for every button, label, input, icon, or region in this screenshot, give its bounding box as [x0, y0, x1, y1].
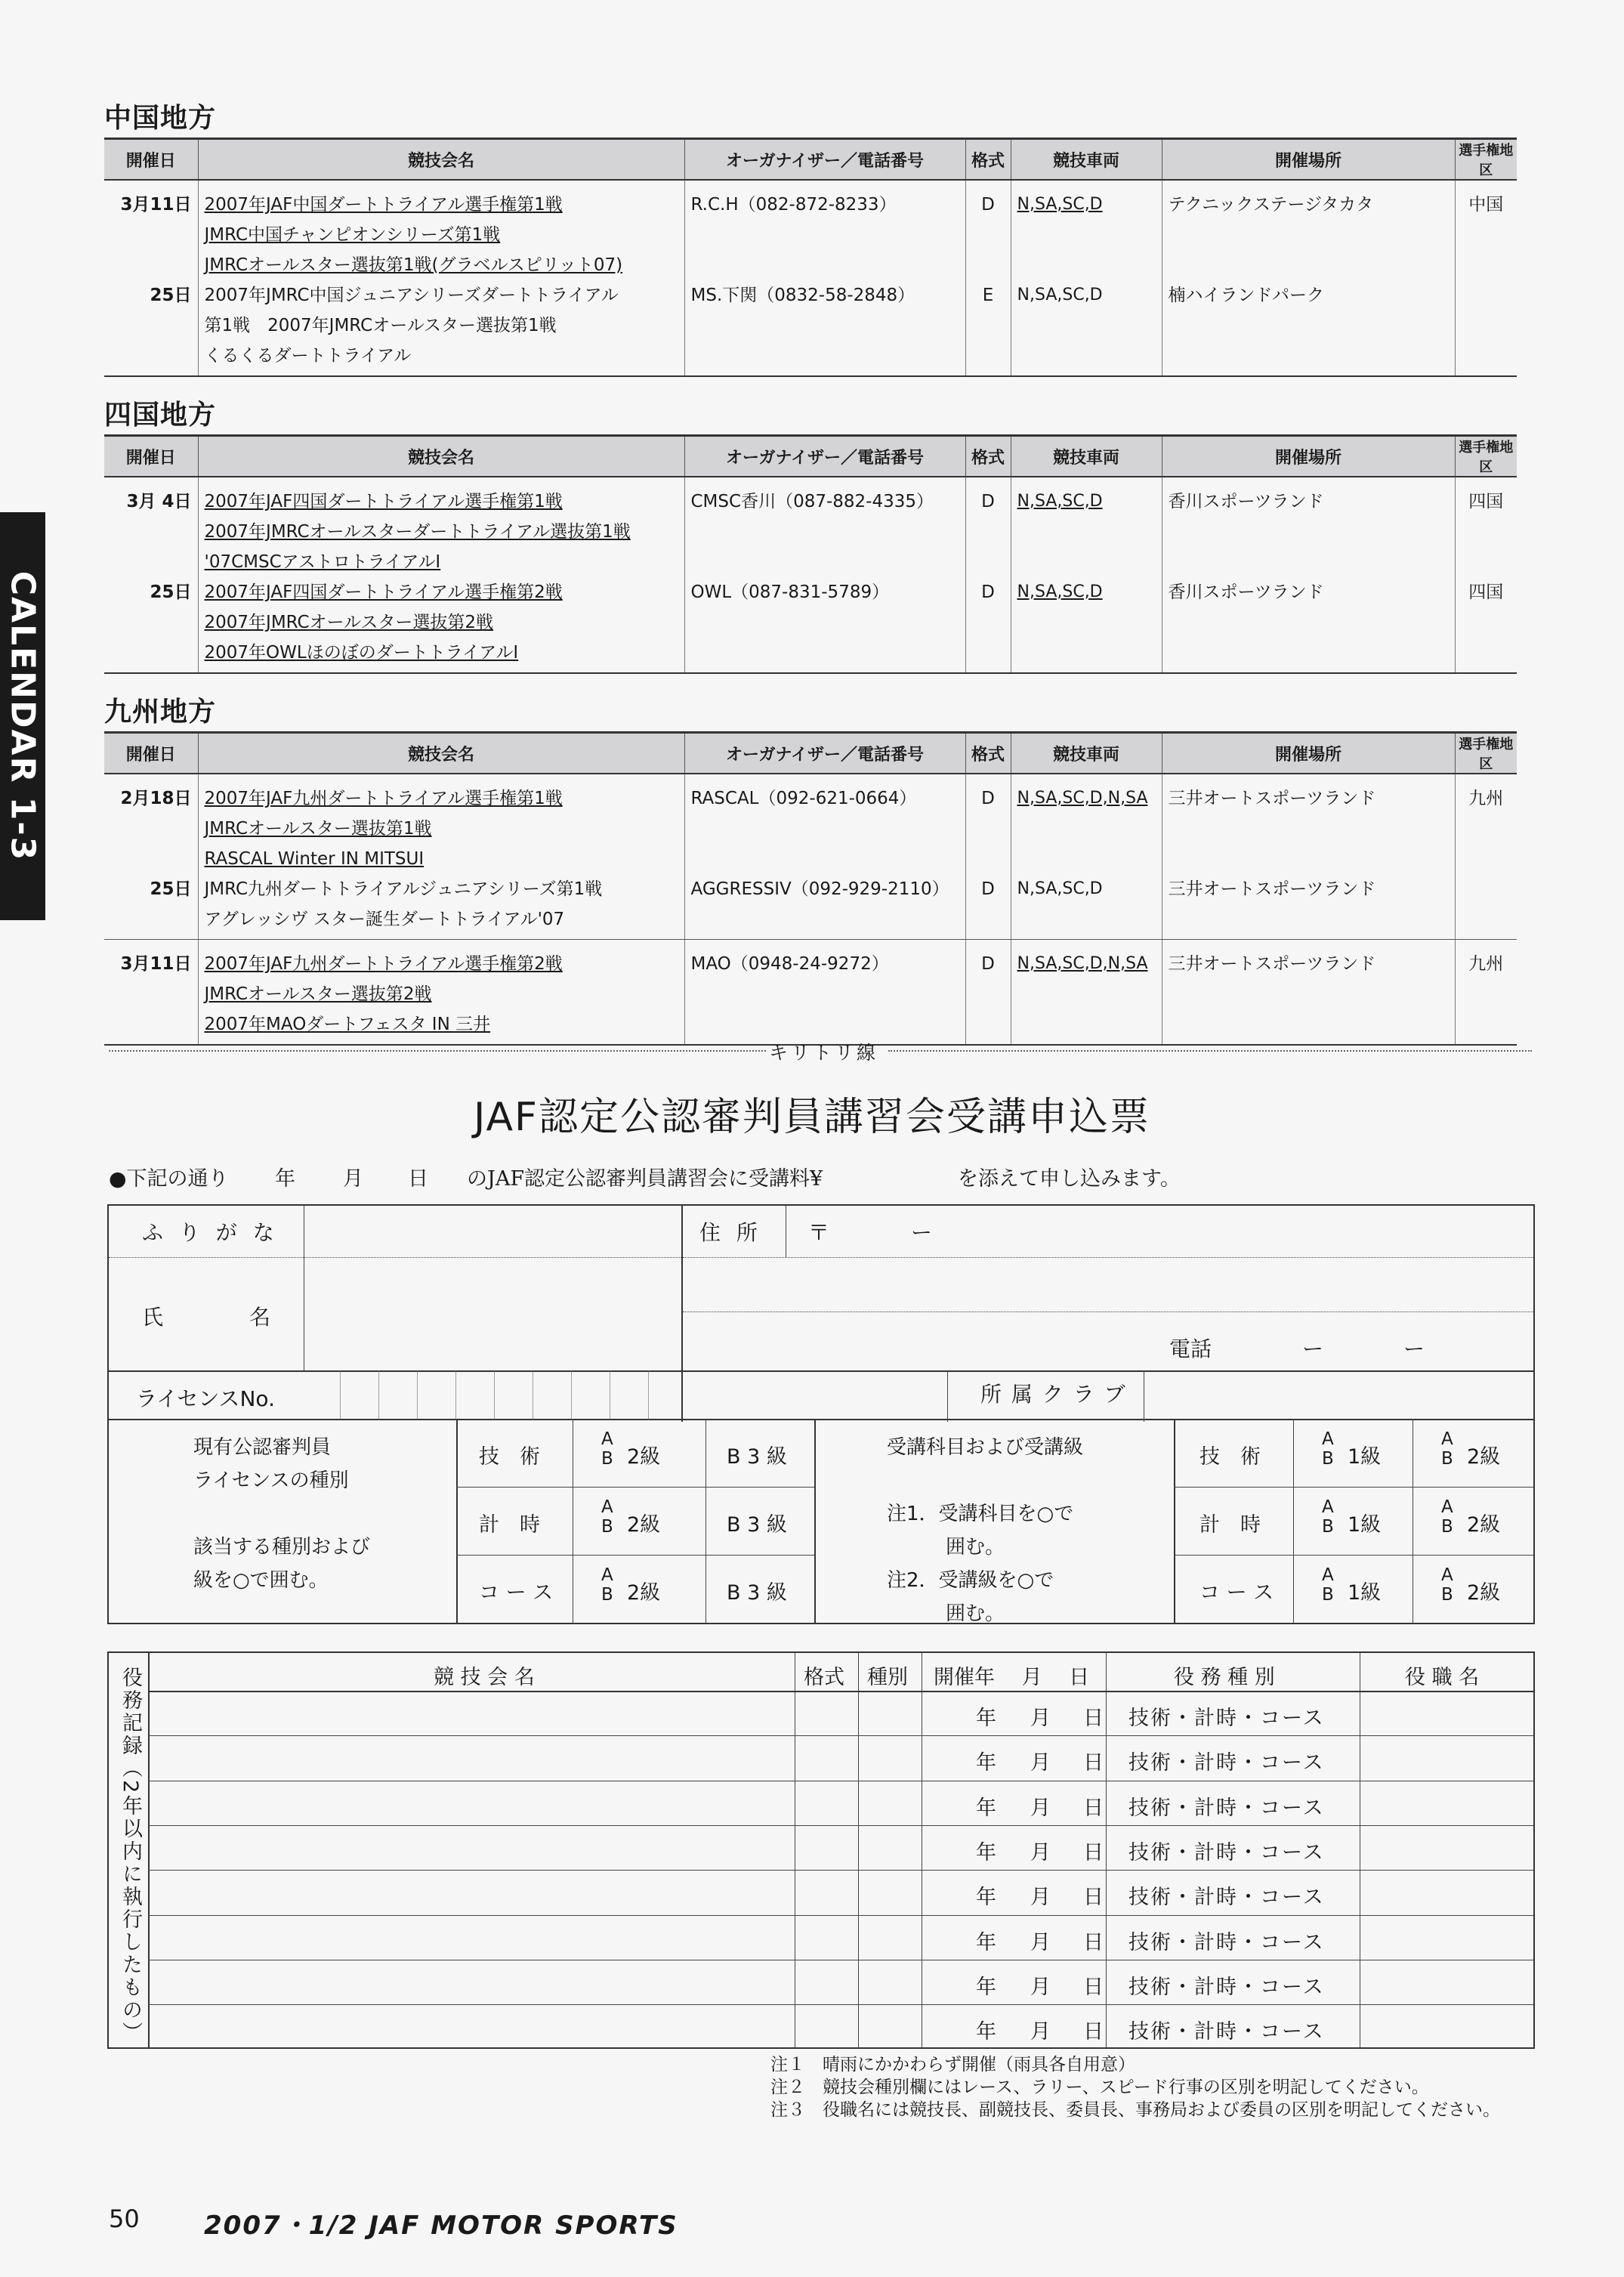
cut-line-left [109, 1050, 766, 1052]
event-name: JMRCオールスター選抜第2戦 [204, 984, 432, 1004]
section-tab [0, 512, 45, 920]
cell-names [198, 180, 684, 376]
cell-vehicles [1011, 774, 1162, 940]
cell-district [1455, 774, 1517, 940]
license-type-label: 技 術 [479, 1445, 540, 1469]
column-header: 選手権地区 [1455, 139, 1517, 181]
cell-format [965, 477, 1011, 673]
event-date: 3月 4日 [126, 492, 192, 511]
record-day: 日 [1083, 1975, 1104, 1999]
event-date: 2月18日 [120, 789, 192, 808]
record-day: 日 [1083, 1796, 1104, 1820]
column-header: オーガナイザー／電話番号 [684, 139, 965, 181]
record-month: 月 [1030, 1886, 1051, 1910]
record-year: 年 [976, 1796, 996, 1820]
cell-format [965, 940, 1011, 1046]
column-header: オーガナイザー／電話番号 [684, 733, 965, 774]
event-format: D [981, 582, 995, 602]
cell-organizer [684, 477, 965, 673]
cell-organizer [684, 940, 965, 1046]
cell-venue [1162, 477, 1455, 673]
cell-venue [1162, 940, 1455, 1046]
event-venue: 三井オートスポーツランド [1168, 954, 1376, 974]
event-organizer: MS.下関（0832-58-2848） [690, 286, 915, 305]
event-format: D [981, 879, 995, 899]
region-title: 九州地方 [104, 697, 217, 728]
record-header: 種別 [867, 1666, 908, 1689]
record-year: 年 [976, 1975, 996, 1999]
license-desc-line: 現有公認審判員 [193, 1436, 332, 1459]
record-header: 役 職 名 [1405, 1666, 1480, 1689]
column-header: オーガナイザー／電話番号 [684, 436, 965, 477]
address-label: 住 所 [699, 1220, 762, 1245]
event-organizer: MAO（0948-24-9272） [690, 954, 889, 974]
course-type-label: 計 時 [1199, 1513, 1261, 1537]
intro-month: 月 [343, 1167, 363, 1191]
event-group-row [104, 477, 1517, 673]
name-label-1: 氏 [142, 1305, 164, 1330]
event-name: くるくるダートトライアル [204, 346, 412, 366]
cell-organizer [684, 180, 965, 376]
event-name: 2007年JAF中国ダートトライアル選手権第1戦 [204, 195, 563, 215]
cell-date [104, 940, 198, 1046]
record-role: 技術・計時・コース [1128, 1975, 1325, 1999]
cell-names [198, 477, 684, 673]
note-2: 注２ 競技会種別欄にはレース、ラリー、スピード行事の区別を明記してください。 [770, 2078, 1429, 2097]
cell-date [104, 774, 198, 940]
record-year: 年 [976, 1751, 996, 1775]
record-year: 年 [976, 1930, 996, 1954]
event-group-row [104, 774, 1517, 940]
club-label: 所 属 ク ラ ブ [980, 1382, 1127, 1407]
event-date: 25日 [150, 286, 192, 305]
record-role: 技術・計時・コース [1128, 1886, 1325, 1910]
event-vehicles: N,SA,SC,D,N,SA [1017, 789, 1148, 808]
event-name: JMRCオールスター選抜第1戦(グラベルスピリット07) [204, 255, 623, 275]
course-desc-line: 注2．受講級を○で [887, 1569, 1054, 1592]
event-format: D [981, 789, 995, 808]
course-desc-line: 囲む。 [887, 1536, 1005, 1559]
grade-2: 2級 [627, 1581, 661, 1605]
ab-choice: A B [1322, 1565, 1334, 1605]
record-day: 日 [1083, 1751, 1104, 1775]
record-day: 日 [1083, 1707, 1104, 1730]
event-name: 2007年JAF九州ダートトライアル選手権第2戦 [204, 954, 563, 974]
grade-2: 2級 [627, 1445, 661, 1469]
record-year: 年 [976, 1707, 996, 1730]
license-desc-line: 級を○で囲む。 [193, 1569, 329, 1592]
ab-choice: A B [601, 1429, 613, 1469]
cell-vehicles [1011, 477, 1162, 673]
event-format: E [982, 286, 994, 305]
postal-dash: ー [911, 1220, 933, 1245]
record-table [107, 1651, 1535, 2049]
record-month: 月 [1030, 1707, 1051, 1730]
ab-choice: A B [1441, 1497, 1453, 1537]
section-tab-label: CALENDAR 1-3 [3, 570, 42, 862]
event-name: '07CMSCアストロトライアルⅠ [204, 552, 441, 572]
event-format: D [981, 492, 995, 511]
event-vehicles: N,SA,SC,D [1017, 286, 1103, 304]
cell-vehicles [1011, 180, 1162, 376]
event-name: JMRC中国チャンピオンシリーズ第1戦 [204, 225, 501, 245]
record-day: 日 [1083, 1930, 1104, 1954]
region-title: 四国地方 [104, 400, 217, 431]
column-header: 競技車両 [1011, 733, 1162, 774]
license-no-label: ライセンスNo. [136, 1386, 275, 1411]
event-vehicles: N,SA,SC,D [1017, 879, 1103, 898]
intro-day: 日 [408, 1167, 428, 1191]
form-title: JAF認定公認審判員講習会受講申込票 [474, 1095, 1150, 1140]
record-day: 日 [1083, 1886, 1104, 1910]
grade-2: 2級 [1467, 1445, 1501, 1469]
event-venue: 三井オートスポーツランド [1168, 789, 1376, 808]
record-month: 月 [1030, 1840, 1051, 1865]
note-1: 注１ 晴雨にかかわらず開催（雨具各自用意） [770, 2055, 1135, 2075]
event-organizer: R.C.H（082-872-8233） [690, 195, 897, 215]
column-header: 開催日 [104, 139, 198, 181]
record-month: 月 [1030, 1975, 1051, 1999]
column-header: 格式 [965, 139, 1011, 181]
grade-1: 1級 [1348, 1581, 1382, 1605]
grade-1: 1級 [1348, 1513, 1382, 1537]
cell-venue [1162, 774, 1455, 940]
event-name: 2007年JAF九州ダートトライアル選手権第1戦 [204, 789, 563, 808]
record-header: 格式 [804, 1666, 844, 1689]
event-district: 九州 [1468, 954, 1504, 974]
column-header: 選手権地区 [1455, 733, 1517, 774]
record-month: 月 [1030, 1930, 1051, 1954]
record-header: 競 技 会 名 [434, 1666, 535, 1689]
event-format: D [981, 195, 995, 215]
event-name: 2007年OWLほのぼのダートトライアルⅠ [204, 643, 519, 663]
event-vehicles: N,SA,SC,D [1017, 492, 1103, 511]
event-district: 九州 [1468, 789, 1504, 808]
column-header: 競技会名 [198, 139, 684, 181]
cut-line-right [888, 1050, 1532, 1052]
course-type-label: 技 術 [1199, 1445, 1261, 1469]
name-label-2: 名 [249, 1305, 271, 1330]
event-organizer: CMSC香川（087-882-4335） [690, 492, 934, 511]
event-name: アグレッシヴ スター誕生ダートトライアル'07 [204, 910, 565, 929]
ab-choice: A B [1322, 1497, 1334, 1537]
column-header: 競技会名 [198, 436, 684, 477]
column-header: 競技車両 [1011, 139, 1162, 181]
column-header: 選手権地区 [1455, 436, 1517, 477]
cell-names [198, 774, 684, 940]
event-date: 25日 [150, 582, 192, 602]
grade-b3: B 3 級 [727, 1513, 787, 1537]
record-month: 月 [1030, 1751, 1051, 1775]
furigana-label: ふ り が な [142, 1220, 279, 1245]
grade-2: 2級 [1467, 1581, 1501, 1605]
phone-dash-1: ー [1302, 1336, 1324, 1361]
course-desc-line: 囲む。 [887, 1602, 1005, 1625]
event-name: 2007年JAF四国ダートトライアル選手権第2戦 [204, 582, 563, 602]
event-table [104, 434, 1517, 674]
event-group-row [104, 180, 1517, 376]
event-name: JMRCオールスター選抜第1戦 [204, 819, 432, 839]
license-type-label: コ ー ス [479, 1581, 554, 1605]
cell-district [1455, 477, 1517, 673]
record-label: 役務記録（2年以内に執行したもの） [119, 1667, 142, 2045]
event-venue: 楠ハイランドパーク [1168, 286, 1325, 305]
column-header: 開催場所 [1162, 733, 1455, 774]
grade-b3: B 3 級 [727, 1581, 787, 1605]
event-name: RASCAL Winter IN MITSUI [204, 849, 425, 869]
ab-choice: A B [1441, 1565, 1453, 1605]
license-desc-line: 該当する種別および [193, 1536, 371, 1559]
event-organizer: RASCAL（092-621-0664） [690, 789, 917, 808]
event-vehicles: N,SA,SC,D [1017, 582, 1103, 601]
column-header: 競技車両 [1011, 436, 1162, 477]
cell-format [965, 180, 1011, 376]
cell-district [1455, 180, 1517, 376]
record-role: 技術・計時・コース [1128, 1796, 1325, 1820]
event-table [104, 137, 1517, 377]
record-month: 月 [1030, 2020, 1051, 2044]
record-header: 開催年 月 日 [934, 1666, 1090, 1689]
event-venue: 三井オートスポーツランド [1168, 879, 1376, 899]
page-number: 50 [109, 2204, 140, 2233]
phone-label: 電話 [1169, 1336, 1212, 1361]
grade-2: 2級 [1467, 1513, 1501, 1537]
note-3: 注３ 役職名には競技長、副競技長、委員長、事務局および委員の区別を明記してください。 [770, 2100, 1500, 2120]
event-venue: 香川スポーツランド [1168, 492, 1324, 511]
license-desc-line: ライセンスの種別 [193, 1469, 349, 1492]
event-table [104, 731, 1517, 1046]
grade-1: 1級 [1348, 1445, 1382, 1469]
postal-mark: 〒 [808, 1220, 830, 1245]
grade-2: 2級 [627, 1513, 661, 1537]
event-vehicles: N,SA,SC,D,N,SA [1017, 954, 1148, 973]
course-desc-line: 受講科目および受講級 [887, 1436, 1084, 1459]
column-header: 開催日 [104, 733, 198, 774]
course-desc-line [887, 1464, 1083, 1497]
ab-choice: A B [601, 1565, 613, 1605]
cell-venue [1162, 180, 1455, 376]
event-organizer: OWL（087-831-5789） [690, 582, 890, 602]
event-organizer: AGGRESSIV（092-929-2110） [690, 879, 949, 899]
record-day: 日 [1083, 2020, 1104, 2044]
course-type-label: コ ー ス [1199, 1581, 1274, 1605]
column-header: 競技会名 [198, 733, 684, 774]
event-venue: テクニックステージタカタ [1168, 195, 1374, 215]
grade-b3: B 3 級 [727, 1445, 787, 1469]
event-name: 2007年JMRCオールスター選抜第2戦 [204, 613, 494, 632]
event-date: 3月11日 [120, 195, 192, 215]
magazine-title: 2007・1/2 JAF MOTOR SPORTS [204, 2211, 678, 2241]
record-role: 技術・計時・コース [1128, 1840, 1325, 1865]
event-name: 2007年JAF四国ダートトライアル選手権第1戦 [204, 492, 563, 511]
intro-year: 年 [275, 1167, 295, 1191]
record-role: 技術・計時・コース [1128, 1930, 1325, 1954]
event-name: JMRC九州ダートトライアルジュニアシリーズ第1戦 [204, 879, 603, 899]
ab-choice: A B [1322, 1429, 1334, 1469]
column-header: 開催場所 [1162, 139, 1455, 181]
ab-choice: A B [601, 1497, 613, 1537]
license-desc-line [193, 1497, 370, 1531]
applicant-block [107, 1204, 1535, 1420]
record-role: 技術・計時・コース [1128, 1751, 1325, 1775]
cut-line-label: キリトリ線 [769, 1042, 879, 1064]
event-venue: 香川スポーツランド [1168, 582, 1324, 602]
column-header: 格式 [965, 733, 1011, 774]
license-course-block [107, 1419, 1535, 1624]
record-year: 年 [976, 1840, 996, 1865]
license-type-label: 計 時 [479, 1513, 540, 1537]
record-month: 月 [1030, 1796, 1051, 1820]
column-header: 開催場所 [1162, 436, 1455, 477]
event-date: 25日 [150, 879, 192, 899]
column-header: 開催日 [104, 436, 198, 477]
cell-organizer [684, 774, 965, 940]
phone-dash-2: ー [1403, 1336, 1425, 1361]
event-format: D [981, 954, 995, 974]
record-role: 技術・計時・コース [1128, 1707, 1325, 1730]
event-district: 四国 [1468, 582, 1504, 602]
cell-date [104, 477, 198, 673]
event-vehicles: N,SA,SC,D [1017, 195, 1103, 214]
record-year: 年 [976, 1886, 996, 1910]
intro-mid: のJAF認定公認審判員講習会に受講料¥ [467, 1167, 823, 1191]
event-name: 2007年JMRCオールスターダートトライアル選抜第1戦 [204, 522, 631, 542]
cell-names [198, 940, 684, 1046]
cell-vehicles [1011, 940, 1162, 1046]
record-role: 技術・計時・コース [1128, 2020, 1325, 2044]
event-name: 2007年MAOダートフェスタ IN 三井 [204, 1015, 491, 1034]
event-date: 3月11日 [120, 954, 192, 974]
cell-district [1455, 940, 1517, 1046]
record-header: 役 務 種 別 [1174, 1666, 1275, 1689]
event-district: 中国 [1468, 195, 1504, 215]
intro-end: を添えて申し込みます。 [958, 1167, 1181, 1191]
event-group-row [104, 940, 1517, 1046]
column-header: 格式 [965, 436, 1011, 477]
event-name: 第1戦 2007年JMRCオールスター選抜第1戦 [204, 316, 557, 335]
course-desc-line: 注1．受講科目を○で [887, 1503, 1074, 1525]
intro-bullet: ●下記の通り [109, 1167, 229, 1191]
event-name: 2007年JMRC中国ジュニアシリーズダートトライアル [204, 286, 619, 305]
event-district: 四国 [1468, 492, 1504, 511]
region-title: 中国地方 [104, 103, 217, 134]
record-day: 日 [1083, 1840, 1104, 1865]
record-year: 年 [976, 2020, 996, 2044]
cell-date [104, 180, 198, 376]
cell-format [965, 774, 1011, 940]
ab-choice: A B [1441, 1429, 1453, 1469]
